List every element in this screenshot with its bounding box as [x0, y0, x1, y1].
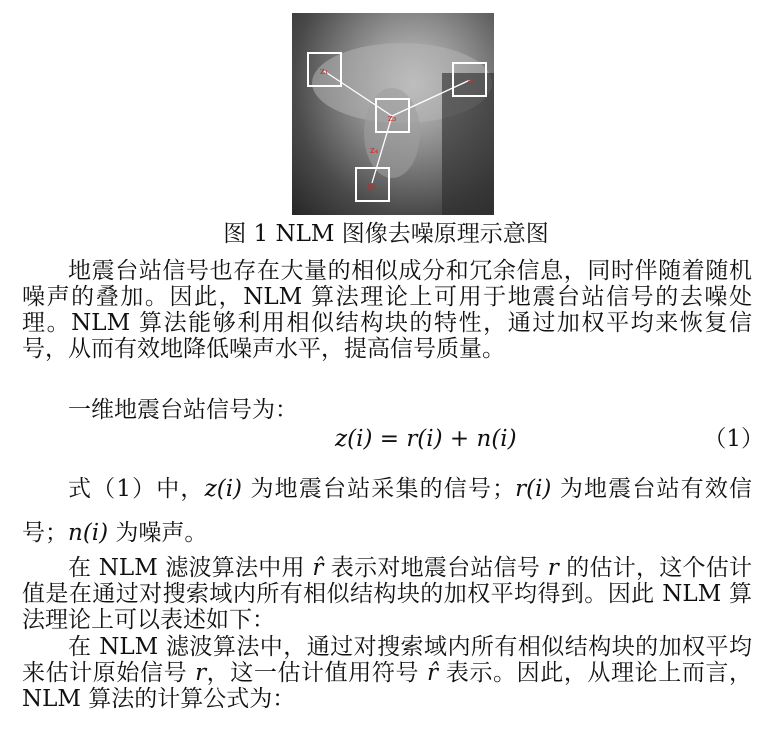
paragraph-3 — [22, 467, 752, 555]
label-z4: z₄ — [370, 146, 379, 156]
p3-text-b: 为地震台站采集的信号； — [242, 476, 516, 502]
p4-text-a: 在 NLM 滤波算法中用 — [68, 555, 313, 581]
p5-text-b: ，这一估计值用符号 — [206, 660, 427, 686]
p5-text-a: 在 NLM 滤波算法中，通过对搜索域内所有相似结构块的加权平均来估计原始信号 — [22, 634, 752, 686]
var-z-i: z(i) — [204, 476, 243, 502]
label-z5: z₅ — [368, 182, 377, 192]
p3-text-d: 为噪声。 — [108, 520, 208, 546]
figure-caption: 图 1 NLM 图像去噪原理示意图 — [223, 221, 549, 247]
var-r-hat-2: r̂ — [426, 660, 438, 686]
p4-text-b: 表示对地震台站信号 — [323, 555, 548, 581]
nlm-illustration-figure — [292, 13, 494, 215]
label-z1: z₁ — [320, 67, 329, 77]
paragraph-1: 地震台站信号也存在大量的相似成分和冗余信息，同时伴随着随机噪声的叠加。因此，NLM 算法理论上可用于地震台站信号的去噪处理。NLM 算法能够利用相似结构块的特性，通过加权平均来恢复信号，从而有效地降低噪声水平，提高信号质量。 — [22, 258, 752, 362]
var-r-hat: r̂ — [312, 555, 324, 581]
paragraph-2: 一维地震台站信号为： — [68, 397, 298, 423]
var-n-i: n(i) — [68, 520, 109, 546]
figure-overlay — [292, 13, 494, 215]
p4-text-c: 的估计，这个估计值是在通过对搜索域内所有相似结构块的加权平均得到。因此 NLM 算法理论上可以表述如下： — [22, 555, 752, 633]
equation-body: z(i) = r(i) + n(i) — [335, 426, 517, 452]
var-r: r — [547, 555, 559, 581]
paragraph-4 — [22, 555, 752, 633]
p3-text-c: 为地震台站有效信号； — [22, 476, 753, 546]
var-r-i: r(i) — [515, 476, 552, 502]
equation-1 — [0, 424, 772, 454]
paragraph-5 — [22, 634, 752, 712]
label-z2: z₂ — [466, 77, 475, 87]
var-r-2: r — [195, 660, 207, 686]
p3-text-a: 式（1）中， — [68, 476, 205, 502]
label-z3: z₃ — [388, 114, 397, 124]
p5-text-c: 表示。因此，从理论上而言，NLM 算法的计算公式为： — [22, 660, 753, 712]
equation-number: （1） — [703, 426, 764, 452]
